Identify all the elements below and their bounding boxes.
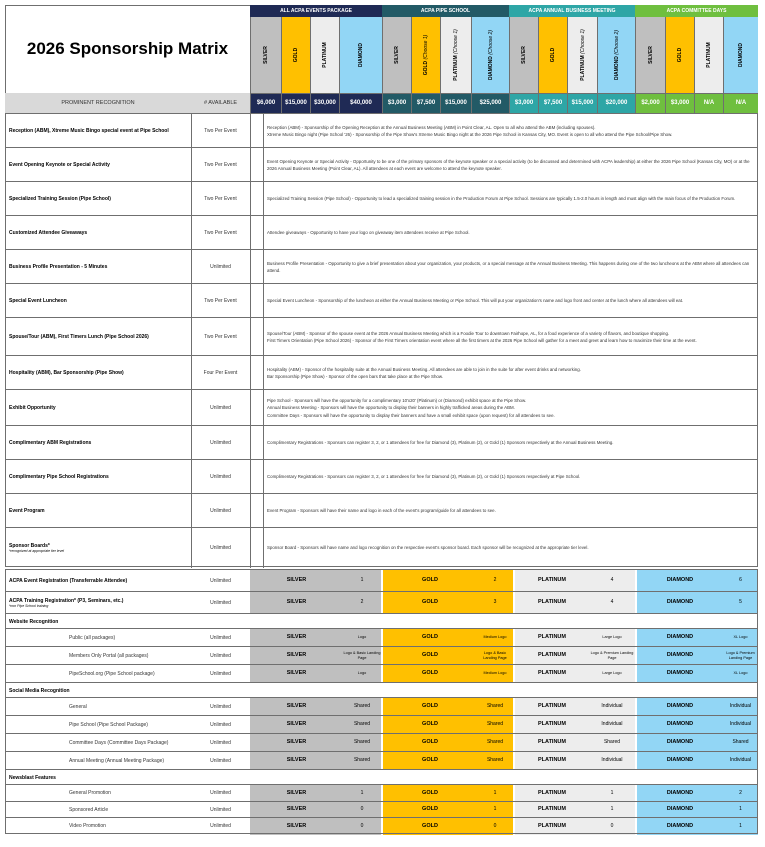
tier-cell-label: DIAMOND — [637, 629, 723, 647]
row-label-title: Business Profile Presentation - 5 Minutes — [9, 264, 108, 270]
tier-cell-value: 0 — [477, 818, 513, 835]
tier-label — [597, 17, 635, 93]
tier-label — [440, 17, 471, 93]
tier-cell-value: XL Logo — [723, 629, 758, 647]
row-label-title: Spouse/Tour (ABM), First Timers Lunch (Pipe School 2026) — [9, 334, 149, 340]
row-label: PipeSchool.org (Pipe School package) — [69, 671, 155, 677]
row-label: Video Promotion — [69, 823, 106, 830]
recognition-header: PROMINENT RECOGNITION — [5, 93, 191, 113]
tier-price: $7,500 — [411, 93, 440, 113]
row-description: Complimentary Registrations - Sponsors can register 3, 2, or 1 attendees for free for Diamond (3), Platinum (2), or Gold (1) Sponsors respectively at Pipe School. — [267, 474, 581, 480]
tier-label — [281, 17, 310, 93]
tier-cell-label: DIAMOND — [637, 716, 723, 734]
tier-cell-value: Logo & Premium Landing Page — [723, 647, 758, 665]
tier-cell-value: Large Logo — [589, 665, 635, 683]
tier-cell-label: SILVER — [250, 647, 343, 665]
tier-cell-value: Individual — [723, 752, 758, 770]
tier-price: $3,000 — [509, 93, 538, 113]
tier-cell-value: 1 — [589, 785, 635, 802]
tier-cell-value: 4 — [589, 570, 635, 592]
available-count: Two Per Event — [204, 334, 237, 340]
tier-cell-value: Shared — [477, 752, 513, 770]
tier-cell-value: Individual — [723, 716, 758, 734]
tier-cell-value: Shared — [589, 734, 635, 752]
tier-cell-label: PLATINUM — [515, 785, 589, 802]
tier-price: N/A — [723, 93, 758, 113]
tier-name: PLATINUM — [322, 42, 328, 68]
tier-cell-value: Medium Logo — [477, 629, 513, 647]
tier-price: $15,000 — [281, 93, 310, 113]
row-label: Pipe School (Pipe School Package) — [69, 722, 148, 728]
tier-name: GOLD — [677, 47, 683, 63]
section-title: Newsblast Features — [9, 774, 56, 781]
tier-price: $15,000 — [567, 93, 597, 113]
tier-cell-label: PLATINUM — [515, 752, 589, 770]
row-label-title: Event Opening Keynote or Special Activity — [9, 162, 110, 168]
row-label-title: ACPA Event Registration (Transferrable Attendee) — [9, 578, 128, 584]
lower-frame — [5, 569, 758, 834]
tier-cell-label: GOLD — [383, 698, 477, 716]
tier-cell-label: GOLD — [383, 734, 477, 752]
tier-cell-label: DIAMOND — [637, 818, 723, 835]
row-label: Public (all packages) — [69, 635, 116, 641]
tier-cell-label: DIAMOND — [637, 698, 723, 716]
package-name: ACPA PIPE SCHOOL — [382, 5, 509, 17]
row-description: Complimentary Registrations - Sponsors can register 3, 2, or 1 attendees for free for Diamond (3), Platinum (2), or Gold (1) Sponsors respectively at the Annual Business Meeting. — [267, 440, 614, 446]
tier-cell-label: SILVER — [250, 785, 343, 802]
tier-cell-value: Individual — [589, 716, 635, 734]
tier-cell-label: SILVER — [250, 592, 343, 614]
tier-label — [339, 17, 382, 93]
row-description: Hospitality (ABM) - Sponsor of the hospitality suite at the Annual Business Meeting. All attendees are able to join in the suite for after event drinks and networking. Bar Sponsorship (Pipe Show) - Sponsor of the open bars that take place at the Pipe Show. — [267, 366, 581, 379]
row-label-title: Sponsor Boards* — [9, 543, 50, 549]
tier-name: PLATINUM (Choose 1) — [579, 29, 586, 81]
tier-cell-value: Medium Logo — [477, 665, 513, 683]
tier-cell-value: Individual — [723, 698, 758, 716]
row-description: Sponsor Board - Sponsors will have name and logo recognition on the respective event's sponsor board. Each sponsor will be recognized at the appropriate tier level. — [267, 545, 589, 551]
tier-price: $2,000 — [635, 93, 665, 113]
available-count: Unlimited — [210, 740, 231, 746]
available-count: Unlimited — [210, 758, 231, 764]
tier-cell-value: Logo — [343, 665, 381, 683]
row-label-title: Reception (ABM), Xtreme Music Bingo special event at Pipe School — [9, 128, 169, 134]
tier-choose-note: (Choose 2) — [487, 29, 494, 55]
tier-label — [723, 17, 758, 93]
available-count: Unlimited — [210, 508, 231, 514]
package-name: ALL ACPA EVENTS PACKAGE — [250, 5, 382, 17]
row-label: Committee Days (Committee Days Package) — [69, 740, 169, 746]
tier-cell-value: 0 — [343, 818, 381, 835]
tier-cell-label: GOLD — [383, 785, 477, 802]
tier-cell-label: GOLD — [383, 647, 477, 665]
tier-cell-label: SILVER — [250, 665, 343, 683]
available-count: Unlimited — [210, 440, 231, 446]
available-count: Unlimited — [210, 704, 231, 710]
tier-cell-label: DIAMOND — [637, 752, 723, 770]
tier-label — [694, 17, 723, 93]
row-description: Pipe School - Sponsors will have the opportunity for a complimentary 10'x20' (Platinum) or (Diamond) exhibit space at the Pipe Show. Annual Business Meeting - Sponsors will have the opportunity to display their banners in highly trafficked areas during the ABM. Committee Days - Sponsors will have the opportunity to display their banners and have a small exhibit space (upon request) for all attendees to see. — [267, 398, 555, 418]
tier-cell-label: DIAMOND — [637, 734, 723, 752]
tier-cell-label: SILVER — [250, 818, 343, 835]
tier-cell-value: 0 — [589, 818, 635, 835]
tier-cell-label: DIAMOND — [637, 570, 723, 592]
tier-label — [635, 17, 665, 93]
row-note: *non Pipe School training — [9, 604, 49, 608]
tier-price: $3,000 — [382, 93, 411, 113]
available-count: Unlimited — [210, 600, 231, 606]
tier-name: DIAMOND — [738, 43, 744, 67]
tier-cell-value: Shared — [343, 734, 381, 752]
tier-choose-note: (Choose 1) — [423, 34, 429, 60]
tier-name: DIAMOND (Choose 2) — [613, 29, 620, 81]
recognition-frame — [5, 113, 758, 567]
row-label-title: Complimentary ABM Registrations — [9, 440, 92, 446]
tier-cell-label: PLATINUM — [515, 665, 589, 683]
row-description: Business Profile Presentation - Opportunity to give a brief presentation about your organization, your products, or a special message at the Annual Business Meeting. This happens during one of the two luncheons at the ABM where all attendees can attend. — [267, 260, 750, 273]
tier-cell-value: Shared — [477, 716, 513, 734]
tier-cell-label: GOLD — [383, 570, 477, 592]
tier-cell-value: 2 — [477, 570, 513, 592]
row-description: Spouse/Tour (ABM) - Sponsor of the spouse event at the 2026 Annual Business Meeting which is a Foodie Tour to downtown Fairhope, AL, for a food experience of a variety of flavors, and boutique shopping. First Timers Orientation (Pipe School 2026) - Sponsor of the First Timers orientation event where all the first timers at the 2026 Pipe School will gather for a meet and greet and learn how to maximize their time at the event. — [267, 330, 697, 343]
tier-cell-value: Shared — [723, 734, 758, 752]
available-header: # AVAILABLE — [191, 93, 250, 113]
tier-cell-value: 1 — [589, 802, 635, 819]
row-description: Event Program - Sponsors will have their name and logo in each of the event's program/guide for all attendees to see. — [267, 508, 496, 514]
tier-name: GOLD — [550, 47, 556, 63]
tier-cell-value: Logo — [343, 629, 381, 647]
section-title: Website Recognition — [9, 618, 59, 625]
available-count: Unlimited — [210, 671, 231, 677]
tier-cell-label: GOLD — [383, 592, 477, 614]
page-title: 2026 Sponsorship Matrix — [26, 39, 229, 58]
tier-choose-note: (Choose 2) — [613, 29, 620, 55]
available-count: Unlimited — [210, 474, 231, 480]
row-label-title: Special Event Luncheon — [9, 298, 67, 304]
tier-cell-label: PLATINUM — [515, 802, 589, 819]
tier-cell-value: 5 — [723, 592, 758, 614]
tier-cell-label: GOLD — [383, 716, 477, 734]
tier-cell-label: SILVER — [250, 734, 343, 752]
available-count: Four Per Event — [203, 370, 238, 376]
row-description: Reception (ABM) - Sponsorship of the Opening Reception at the Annual Business Meeting (ABM) in Point Clear, AL. Open to all who attend the ABM (including spouses). Xtreme Music Bingo night (Pipe School '26) - Sponsorship of the Pipe Show's Xtreme Music Bingo night at the 2026 Pipe School in Kansas City, MO. Event is open to all who attend the Pipe School/Pipe Show. — [267, 124, 673, 137]
tier-cell-label: SILVER — [250, 752, 343, 770]
tier-cell-label: SILVER — [250, 629, 343, 647]
available-count: Unlimited — [210, 405, 231, 411]
available-count: Unlimited — [210, 653, 231, 659]
available-count: Unlimited — [210, 722, 231, 728]
tier-price: N/A — [694, 93, 723, 113]
tier-label — [382, 17, 411, 93]
row-label-title: ACPA Training Registration* (P3, Seminars, etc.) — [9, 598, 124, 604]
row-note: *recognized at appropriate tier level — [9, 549, 65, 553]
tier-cell-value: 1 — [723, 818, 758, 835]
tier-cell-value: Logo & Premium Landing Page — [589, 647, 635, 665]
row-label: Annual Meeting (Annual Meeting Package) — [69, 758, 165, 764]
tier-label — [471, 17, 509, 93]
tier-cell-label: GOLD — [383, 629, 477, 647]
row-description: Specialized Training Session (Pipe School) - Opportunity to lead a specialized training session in the Production Forum at Pipe School. Sessions are typically 1.5-2.0 hours in length and must align with the main focus of the Production Forum. — [267, 196, 736, 202]
tier-cell-value: 6 — [723, 570, 758, 592]
tier-price: $20,000 — [597, 93, 635, 113]
tier-price: $15,000 — [440, 93, 471, 113]
tier-cell-label: PLATINUM — [515, 629, 589, 647]
available-count: Unlimited — [210, 545, 231, 551]
tier-cell-label: SILVER — [250, 802, 343, 819]
tier-choose-note: (Choose 1) — [579, 29, 586, 54]
tier-cell-value: Individual — [589, 752, 635, 770]
available-count: Unlimited — [210, 264, 231, 270]
available-count: Two Per Event — [204, 230, 237, 236]
available-count: Unlimited — [210, 635, 231, 641]
tier-label — [665, 17, 694, 93]
row-label-title: Complimentary Pipe School Registrations — [9, 474, 109, 480]
available-count: Two Per Event — [204, 298, 237, 304]
tier-cell-label: SILVER — [250, 716, 343, 734]
tier-cell-label: PLATINUM — [515, 592, 589, 614]
available-count: Two Per Event — [204, 128, 237, 134]
row-label-title: Specialized Training Session (Pipe School) — [9, 196, 111, 202]
available-count: Unlimited — [210, 806, 231, 813]
tier-cell-label: SILVER — [250, 698, 343, 716]
tier-cell-label: GOLD — [383, 665, 477, 683]
tier-cell-label: PLATINUM — [515, 716, 589, 734]
tier-cell-value: 3 — [477, 592, 513, 614]
tier-label — [411, 17, 440, 93]
tier-cell-value: Logo & Basic Landing Page — [343, 647, 381, 665]
tier-cell-label: DIAMOND — [637, 665, 723, 683]
tier-cell-value: Individual — [589, 698, 635, 716]
row-label-title: Hospitality (ABM), Bar Sponsorship (Pipe Show) — [9, 370, 124, 376]
tier-cell-value: 1 — [343, 570, 381, 592]
row-description: Event Opening Keynote or Special Activity - Opportunity to be one of the primary sponsors of the keynote speaker or a special activity (to be discussed and determined with ACPA leadership) at either the 2026 Pipe School (Kansas City, MO) or at the 2026 Annual Business Meeting (Point Clear, AL). All attendees at each event are welcome to attend the keynote speaker. — [267, 158, 750, 171]
tier-cell-label: PLATINUM — [515, 570, 589, 592]
tier-cell-label: GOLD — [383, 752, 477, 770]
tier-cell-value: Shared — [477, 698, 513, 716]
available-count: Unlimited — [210, 790, 231, 797]
tier-cell-value: Large Logo — [589, 629, 635, 647]
tier-price: $25,000 — [471, 93, 509, 113]
tier-cell-value: 1 — [477, 785, 513, 802]
tier-name: SILVER — [647, 46, 654, 64]
tier-cell-label: DIAMOND — [637, 785, 723, 802]
section-title: Social Media Recognition — [9, 687, 70, 694]
tier-cell-label: PLATINUM — [515, 647, 589, 665]
tier-name: DIAMOND — [358, 43, 364, 67]
tier-cell-value: 1 — [343, 785, 381, 802]
available-count: Unlimited — [210, 823, 231, 830]
row-label: Members Only Portal (all packages) — [69, 653, 149, 659]
tier-cell-value: Logo & Basic Landing Page — [477, 647, 513, 665]
tier-label — [567, 17, 597, 93]
row-label-title: Customized Attendee Giveaways — [9, 230, 88, 236]
tier-cell-value: 1 — [723, 802, 758, 819]
row-label: General Promotion — [69, 790, 111, 797]
tier-label — [538, 17, 567, 93]
row-label-title: Exhibit Opportunity — [9, 405, 56, 411]
row-description: Special Event Luncheon - Sponsorship of the luncheon at either the Annual Business Meeting or Pipe School. This will put your organization's name and logo front and center at the lunch where all attendees will eat. — [267, 298, 684, 304]
tier-cell-value: XL Logo — [723, 665, 758, 683]
tier-choose-note: (Choose 1) — [453, 29, 459, 54]
row-label-title: Event Program — [9, 508, 45, 514]
tier-label — [250, 17, 281, 93]
tier-cell-value: 0 — [343, 802, 381, 819]
row-label: General — [69, 704, 87, 710]
row-label: Sponsored Article — [69, 806, 109, 813]
tier-cell-label: GOLD — [383, 818, 477, 835]
tier-cell-value: Shared — [477, 734, 513, 752]
tier-price: $30,000 — [310, 93, 339, 113]
tier-cell-label: DIAMOND — [637, 802, 723, 819]
tier-name: SILVER — [263, 46, 269, 64]
tier-cell-label: PLATINUM — [515, 734, 589, 752]
tier-name: PLATINUM — [706, 42, 712, 68]
available-count: Unlimited — [210, 578, 231, 584]
tier-cell-value: Shared — [343, 752, 381, 770]
tier-price: $7,500 — [538, 93, 567, 113]
tier-cell-value: 1 — [477, 802, 513, 819]
tier-name: GOLD (Choose 1) — [423, 34, 429, 76]
tier-cell-value: 2 — [723, 785, 758, 802]
tier-name: SILVER — [521, 46, 527, 64]
available-count: Two Per Event — [204, 196, 237, 202]
tier-cell-label: PLATINUM — [515, 818, 589, 835]
tier-name: DIAMOND (Choose 2) — [487, 29, 494, 81]
tier-price: $40,000 — [339, 93, 382, 113]
tier-price: $6,000 — [250, 93, 281, 113]
package-name: ACPA COMMITTEE DAYS — [635, 5, 758, 17]
tier-cell-value: 4 — [589, 592, 635, 614]
tier-label — [509, 17, 538, 93]
tier-cell-label: PLATINUM — [515, 698, 589, 716]
tier-name: SILVER — [394, 46, 400, 64]
tier-price: $3,000 — [665, 93, 694, 113]
tier-cell-value: Shared — [343, 698, 381, 716]
tier-cell-label: GOLD — [383, 802, 477, 819]
tier-cell-label: SILVER — [250, 570, 343, 592]
tier-cell-label: DIAMOND — [637, 592, 723, 614]
tier-cell-value: Shared — [343, 716, 381, 734]
tier-cell-label: DIAMOND — [637, 647, 723, 665]
sponsorship-matrix — [5, 5, 758, 841]
available-count: Two Per Event — [204, 162, 237, 168]
tier-name: PLATINUM (Choose 1) — [453, 29, 459, 81]
tier-cell-value: 2 — [343, 592, 381, 614]
tier-label — [310, 17, 339, 93]
package-name: ACPA ANNUAL BUSINESS MEETING — [509, 5, 635, 17]
tier-name: GOLD — [293, 47, 299, 63]
row-description: Attendee giveaways - Opportunity to have your logo on giveaway item attendees receive at Pipe School. — [267, 230, 470, 236]
